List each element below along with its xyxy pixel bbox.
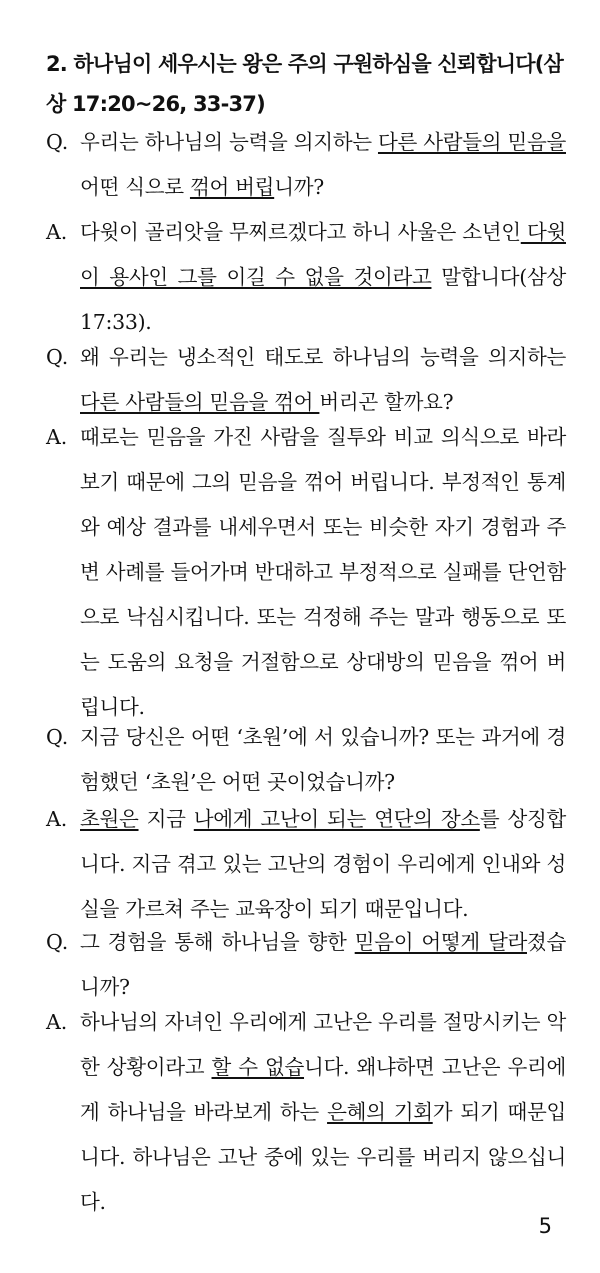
text-segment: 가 되기 때문입니다. 하나님은 고난 중에 있는 우리를 버리지 않으십니다. xyxy=(80,1100,566,1214)
text-segment: 왜 우리는 냉소적인 태도로 하나님의 능력을 의지하는 xyxy=(80,345,566,369)
underlined-text: 믿음이 어떻게 달라 xyxy=(354,930,527,954)
underlined-text: 다른 사람들의 믿음을 xyxy=(377,130,566,154)
underlined-text: 꺾어 버립 xyxy=(189,175,275,199)
question-4 xyxy=(46,920,566,1010)
page-number: 5 xyxy=(538,1214,552,1238)
answer-1 xyxy=(46,210,566,345)
a-marker: A. xyxy=(46,425,68,449)
text-segment: 니다. 왜냐하면 고난은 우리에게 하나님을 바라보게 하는 xyxy=(80,1055,566,1124)
q-marker: Q. xyxy=(46,725,69,749)
text-segment: 를 상징합니다. 지금 겪고 있는 고난의 경험이 우리에게 인내와 성실을 가르쳐 주는 교육장이 되기 때문입니다. xyxy=(80,807,566,921)
underlined-text: 할 수 없습 xyxy=(211,1055,305,1079)
underlined-text: 은혜의 기회 xyxy=(327,1100,433,1124)
a-marker: A. xyxy=(46,807,68,831)
text-segment: 졌습니까? xyxy=(80,930,566,999)
underlined-text: 초원은 xyxy=(80,807,139,831)
text-segment: 지금 당신은 어떤 ‘초원’에 서 있습니까? 또는 과거에 경험했던 ‘초원’은 어떤 곳이었습니까? xyxy=(80,725,566,794)
underlined-text: 다른 사람들의 믿음을 꺾어 xyxy=(80,390,320,414)
text-segment: 버리곤 할까요? xyxy=(319,390,454,414)
underlined-text: 나에게 고난이 되는 연단의 장소 xyxy=(193,807,480,831)
answer-4 xyxy=(46,1000,566,1225)
text-segment: 그 경험을 통해 하나님을 향한 xyxy=(80,930,355,954)
answer-3 xyxy=(46,797,566,932)
section-heading: 2. 하나님이 세우시는 왕은 주의 구원하심을 신뢰합니다(삼상 17:20~26, 33-37) xyxy=(46,52,564,116)
underlined-text: 다윗이 용사인 그를 이길 수 없을 것이라고 xyxy=(80,220,566,289)
a-marker: A. xyxy=(46,220,68,244)
a-marker: A. xyxy=(46,1010,68,1034)
answer-2 xyxy=(46,415,566,730)
text-segment: 니까? xyxy=(274,175,324,199)
text-segment: 어떤 식으로 xyxy=(80,175,190,199)
q-marker: Q. xyxy=(46,130,69,154)
text-segment: 지금 xyxy=(138,807,194,831)
text-segment: 다윗이 골리앗을 무찌르겠다고 하니 사울은 소년인 xyxy=(80,220,521,244)
question-1 xyxy=(46,120,566,210)
text-segment: 말합니다(삼상 17:33). xyxy=(80,265,567,334)
text-segment: 하나님의 자녀인 우리에게 고난은 우리를 절망시키는 악한 상황이라고 xyxy=(80,1010,566,1079)
text-segment: 우리는 하나님의 능력을 의지하는 xyxy=(80,130,378,154)
text-segment: 때로는 믿음을 가진 사람을 질투와 비교 의식으로 바라보기 때문에 그의 믿음을 꺾어 버립니다. 부정적인 통계와 예상 결과를 내세우면서 또는 비슷한 자기 경험과 주변 사례를 들어가며 반대하고 부정적으로 실패를 단언함으로 낙심시킵니다. 또는 걱정해 주는 말과 행동으로 또는 도움의 요청을 거절함으로 상대방의 믿음을 꺾어 버립니다. xyxy=(80,425,566,719)
question-3 xyxy=(46,715,566,805)
q-marker: Q. xyxy=(46,345,69,369)
q-marker: Q. xyxy=(46,930,69,954)
question-2 xyxy=(46,335,566,425)
